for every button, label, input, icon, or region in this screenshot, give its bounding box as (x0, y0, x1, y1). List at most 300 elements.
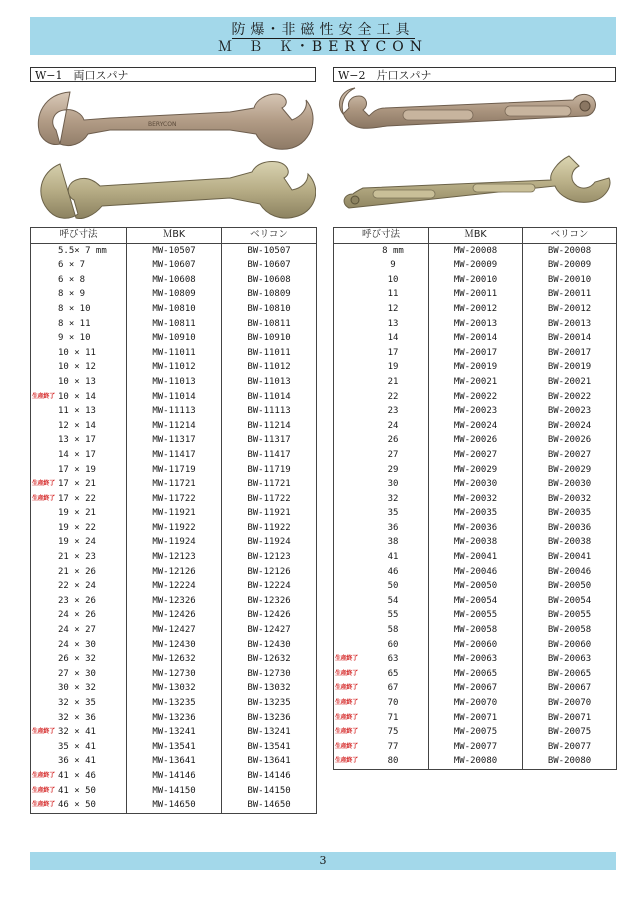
berycon-code: BW-11113 (222, 404, 317, 419)
size-cell (31, 346, 127, 361)
table-row (334, 360, 617, 375)
mbk-code: MW-11719 (127, 463, 222, 478)
mbk-code: MW-10910 (127, 331, 222, 346)
berycon-code: BW-20019 (523, 360, 617, 375)
table-row (334, 243, 617, 258)
size-value: 14 × 17 (58, 449, 96, 460)
size-cell (31, 667, 127, 682)
berycon-code: BW-14650 (222, 798, 317, 813)
table-row (334, 331, 617, 346)
berycon-code: BW-20050 (523, 579, 617, 594)
mbk-code: MW-20017 (429, 346, 523, 361)
berycon-code: BW-11013 (222, 375, 317, 390)
size-cell (31, 302, 127, 317)
footer-band (30, 852, 616, 870)
size-value: 30 × 32 (58, 683, 96, 694)
size-value: 8 × 11 (58, 318, 91, 329)
berycon-code: BW-11922 (222, 521, 317, 536)
size-value: 36 × 41 (58, 756, 96, 767)
mbk-code: MW-13236 (127, 711, 222, 726)
size-value: 27 (387, 449, 399, 460)
size-value: 17 (387, 347, 399, 358)
size-cell (334, 652, 429, 667)
w1-spec-table (30, 227, 317, 814)
spanner-4 (344, 156, 610, 208)
table-row (334, 492, 617, 507)
size-value: 75 (387, 727, 399, 738)
size-cell (31, 273, 127, 288)
berycon-code: BW-20017 (523, 346, 617, 361)
table-row (334, 594, 617, 609)
size-value: 50 (387, 581, 399, 592)
size-cell (334, 360, 429, 375)
table-row (31, 404, 317, 419)
table-row (31, 302, 317, 317)
mbk-code: MW-20063 (429, 652, 523, 667)
page-title: 防爆･非磁性安全工具 (231, 22, 415, 38)
discontinued-badge: 生産終了 (32, 801, 55, 809)
table-row (31, 360, 317, 375)
double-ended-spanner-photo (30, 86, 316, 226)
size-cell (31, 798, 127, 813)
table-row (31, 287, 317, 302)
mbk-code: MW-20026 (429, 433, 523, 448)
mbk-code: MW-11113 (127, 404, 222, 419)
berycon-code: BW-20013 (523, 317, 617, 332)
size-value: 19 × 24 (58, 537, 96, 548)
size-value: 12 × 14 (58, 420, 96, 431)
size-value: 6 × 8 (58, 274, 86, 285)
size-value: 14 (387, 333, 399, 344)
size-cell (31, 243, 127, 258)
mbk-code: MW-20030 (429, 477, 523, 492)
table-row (31, 463, 317, 478)
size-value: 21 × 26 (58, 566, 96, 577)
mbk-code: MW-20058 (429, 623, 523, 638)
size-value: 24 × 27 (58, 625, 96, 636)
table-row (334, 258, 617, 273)
size-cell (31, 390, 127, 405)
berycon-code: BW-20063 (523, 652, 617, 667)
berycon-code: BW-20035 (523, 506, 617, 521)
size-value: 12 (387, 303, 399, 314)
table-row (31, 740, 317, 755)
table-row (31, 492, 317, 507)
header-band (30, 17, 616, 55)
mbk-code: MW-20077 (429, 740, 523, 755)
discontinued-badge: 生産終了 (32, 728, 55, 736)
table-row (31, 565, 317, 580)
berycon-code: BW-13236 (222, 711, 317, 726)
mbk-code: MW-20008 (429, 243, 523, 258)
mbk-code: MW-10811 (127, 317, 222, 332)
size-value: 46 (387, 566, 399, 577)
size-cell (334, 667, 429, 682)
size-cell (31, 565, 127, 580)
size-value: 41 × 50 (58, 785, 96, 796)
size-cell (334, 302, 429, 317)
table-row (31, 375, 317, 390)
size-cell (334, 492, 429, 507)
size-value: 54 (387, 595, 399, 606)
mbk-code: MW-13032 (127, 681, 222, 696)
mbk-code: MW-20013 (429, 317, 523, 332)
mbk-code: MW-10507 (127, 243, 222, 258)
size-value: 41 (387, 552, 399, 563)
table-row (31, 696, 317, 711)
mbk-code: MW-12126 (127, 565, 222, 580)
table-row (31, 769, 317, 784)
mbk-code: MW-20029 (429, 463, 523, 478)
size-cell (31, 448, 127, 463)
single-ended-spanner-photo (333, 86, 616, 226)
size-value: 11 × 13 (58, 406, 96, 417)
size-value: 10 × 11 (58, 347, 96, 358)
table-row (31, 623, 317, 638)
mbk-code: MW-11013 (127, 375, 222, 390)
discontinued-badge: 生産終了 (32, 494, 55, 502)
berycon-code: BW-13032 (222, 681, 317, 696)
mbk-code: MW-20065 (429, 667, 523, 682)
size-value: 71 (387, 712, 399, 723)
size-cell (31, 784, 127, 799)
size-value: 30 (387, 479, 399, 490)
table-row (334, 521, 617, 536)
berycon-code: BW-11721 (222, 477, 317, 492)
berycon-code: BW-13241 (222, 725, 317, 740)
berycon-code: BW-20080 (523, 754, 617, 769)
size-value: 46 × 50 (58, 800, 96, 811)
table-row (334, 273, 617, 288)
berycon-code: BW-20008 (523, 243, 617, 258)
mbk-code: MW-11012 (127, 360, 222, 375)
berycon-code: BW-10607 (222, 258, 317, 273)
berycon-code: BW-20070 (523, 696, 617, 711)
mbk-code: MW-20014 (429, 331, 523, 346)
table-row (31, 535, 317, 550)
berycon-code: BW-14150 (222, 784, 317, 799)
size-cell (334, 375, 429, 390)
size-cell (334, 243, 429, 258)
discontinued-badge: 生産終了 (335, 684, 358, 692)
size-cell (334, 287, 429, 302)
size-cell (334, 579, 429, 594)
berycon-code: BW-10507 (222, 243, 317, 258)
size-cell (31, 463, 127, 478)
table-row (31, 317, 317, 332)
mbk-code: MW-14650 (127, 798, 222, 813)
mbk-code: MW-11922 (127, 521, 222, 536)
size-cell (334, 317, 429, 332)
size-cell (31, 696, 127, 711)
table-row (31, 681, 317, 696)
section-label-w1: W−1 両口スパナ (30, 67, 316, 82)
size-value: 17 × 21 (58, 479, 96, 490)
mbk-code: MW-13641 (127, 754, 222, 769)
size-value: 19 (387, 362, 399, 373)
size-cell (334, 477, 429, 492)
size-cell (31, 287, 127, 302)
mbk-code: MW-11921 (127, 506, 222, 521)
page-number: 3 (319, 854, 327, 867)
mbk-code: MW-12426 (127, 608, 222, 623)
mbk-code: MW-20010 (429, 273, 523, 288)
berycon-code: BW-11921 (222, 506, 317, 521)
size-value: 23 × 26 (58, 595, 96, 606)
table-row (334, 623, 617, 638)
mbk-code: MW-20011 (429, 287, 523, 302)
size-cell (31, 258, 127, 273)
mbk-code: MW-20012 (429, 302, 523, 317)
berycon-code: BW-10910 (222, 331, 317, 346)
column-header-size: 呼び寸法 (334, 228, 429, 244)
berycon-code: BW-20055 (523, 608, 617, 623)
table-row (31, 346, 317, 361)
table-row (31, 652, 317, 667)
size-value: 22 (387, 391, 399, 402)
table-row (31, 477, 317, 492)
discontinued-badge: 生産終了 (32, 392, 55, 400)
berycon-code: BW-10809 (222, 287, 317, 302)
mbk-code: MW-20021 (429, 375, 523, 390)
size-value: 6 × 7 (58, 260, 86, 271)
size-cell (334, 623, 429, 638)
berycon-code: BW-20041 (523, 550, 617, 565)
table-row (334, 375, 617, 390)
size-value: 32 × 41 (58, 727, 96, 738)
berycon-code: BW-12632 (222, 652, 317, 667)
mbk-code: MW-20023 (429, 404, 523, 419)
size-value: 8 × 10 (58, 303, 91, 314)
berycon-code: BW-11417 (222, 448, 317, 463)
berycon-code: BW-12326 (222, 594, 317, 609)
size-cell (31, 638, 127, 653)
size-value: 26 × 32 (58, 654, 96, 665)
size-value: 24 × 26 (58, 610, 96, 621)
size-cell (334, 565, 429, 580)
size-cell (31, 652, 127, 667)
berycon-code: BW-20026 (523, 433, 617, 448)
mbk-code: MW-13541 (127, 740, 222, 755)
discontinued-badge: 生産終了 (335, 757, 358, 765)
size-cell (31, 419, 127, 434)
size-cell (334, 535, 429, 550)
berycon-code: BW-10811 (222, 317, 317, 332)
size-cell (334, 331, 429, 346)
column-header-berycon: ベリコン (523, 228, 617, 244)
size-cell (31, 492, 127, 507)
table-row (31, 638, 317, 653)
size-cell (31, 740, 127, 755)
berycon-code: BW-12123 (222, 550, 317, 565)
mbk-code: MW-20054 (429, 594, 523, 609)
berycon-code: BW-20014 (523, 331, 617, 346)
table-row (334, 696, 617, 711)
page-subtitle: Ｍ Ｂ Ｋ･BERYCON (218, 39, 428, 55)
table-row (334, 463, 617, 478)
column-header-mbk: ＭBK (127, 228, 222, 244)
table-row (31, 579, 317, 594)
table-row (31, 754, 317, 769)
mbk-code: MW-20038 (429, 535, 523, 550)
mbk-code: MW-11317 (127, 433, 222, 448)
size-value: 32 × 36 (58, 712, 96, 723)
berycon-code: BW-20022 (523, 390, 617, 405)
mbk-code: MW-12326 (127, 594, 222, 609)
size-cell (334, 448, 429, 463)
table-row (31, 448, 317, 463)
size-value: 19 × 22 (58, 522, 96, 533)
mbk-code: MW-20071 (429, 711, 523, 726)
table-row (334, 638, 617, 653)
mbk-code: MW-10810 (127, 302, 222, 317)
mbk-code: MW-20041 (429, 550, 523, 565)
engraving-text: BERYCON (148, 121, 177, 128)
size-cell (31, 521, 127, 536)
mbk-code: MW-11722 (127, 492, 222, 507)
size-cell (334, 696, 429, 711)
table-row (334, 506, 617, 521)
size-cell (334, 594, 429, 609)
berycon-code: BW-11011 (222, 346, 317, 361)
table-row (31, 331, 317, 346)
size-cell (31, 477, 127, 492)
size-cell (31, 535, 127, 550)
spanner-2 (41, 161, 316, 218)
berycon-code: BW-13541 (222, 740, 317, 755)
size-cell (334, 258, 429, 273)
table-row (31, 390, 317, 405)
mbk-code: MW-11214 (127, 419, 222, 434)
table-row (334, 404, 617, 419)
berycon-code: BW-20011 (523, 287, 617, 302)
size-cell (334, 390, 429, 405)
size-value: 65 (387, 668, 399, 679)
mbk-code: MW-11924 (127, 535, 222, 550)
discontinued-badge: 生産終了 (335, 669, 358, 677)
column-header-size: 呼び寸法 (31, 228, 127, 244)
table-row (334, 740, 617, 755)
size-cell (334, 550, 429, 565)
table-row (334, 448, 617, 463)
table-row (31, 667, 317, 682)
size-value: 70 (387, 698, 399, 708)
table-row (334, 608, 617, 623)
size-cell (334, 273, 429, 288)
berycon-code: BW-20060 (523, 638, 617, 653)
table-row (334, 565, 617, 580)
size-value: 63 (387, 654, 399, 665)
berycon-code: BW-11722 (222, 492, 317, 507)
size-value: 17 × 22 (58, 493, 96, 504)
mbk-code: MW-14146 (127, 769, 222, 784)
table-row (31, 798, 317, 813)
berycon-code: BW-12427 (222, 623, 317, 638)
table-row (334, 550, 617, 565)
mbk-code: MW-20050 (429, 579, 523, 594)
w2-spec-table (333, 227, 617, 770)
size-cell (31, 360, 127, 375)
berycon-code: BW-12426 (222, 608, 317, 623)
mbk-code: MW-13241 (127, 725, 222, 740)
size-cell (334, 711, 429, 726)
mbk-code: MW-20024 (429, 419, 523, 434)
size-cell (31, 433, 127, 448)
table-row (334, 287, 617, 302)
table-row (334, 652, 617, 667)
size-value: 13 (387, 318, 399, 329)
size-cell (334, 433, 429, 448)
size-cell (334, 463, 429, 478)
berycon-code: BW-11014 (222, 390, 317, 405)
berycon-code: BW-13641 (222, 754, 317, 769)
size-value: 8 mm (382, 245, 404, 256)
size-cell (31, 404, 127, 419)
size-cell (31, 681, 127, 696)
mbk-code: MW-20080 (429, 754, 523, 769)
mbk-code: MW-20067 (429, 681, 523, 696)
table-row (31, 550, 317, 565)
table-row (31, 725, 317, 740)
mbk-code: MW-20027 (429, 448, 523, 463)
discontinued-badge: 生産終了 (335, 699, 358, 706)
size-value: 23 (387, 406, 399, 417)
discontinued-badge: 生産終了 (335, 713, 358, 721)
berycon-code: BW-20046 (523, 565, 617, 580)
berycon-code: BW-20038 (523, 535, 617, 550)
table-row (31, 784, 317, 799)
size-cell (31, 711, 127, 726)
size-value: 24 × 30 (58, 639, 96, 650)
size-value: 13 × 17 (58, 435, 96, 446)
berycon-code: BW-20012 (523, 302, 617, 317)
size-cell (31, 594, 127, 609)
column-header-berycon: ベリコン (222, 228, 317, 244)
table-row (31, 243, 317, 258)
table-row (334, 419, 617, 434)
size-value: 27 × 30 (58, 668, 96, 679)
berycon-code: BW-11214 (222, 419, 317, 434)
discontinued-badge: 生産終了 (335, 728, 358, 736)
berycon-code: BW-20075 (523, 725, 617, 740)
berycon-code: BW-20058 (523, 623, 617, 638)
size-cell (31, 550, 127, 565)
size-cell (334, 754, 429, 769)
mbk-code: MW-11014 (127, 390, 222, 405)
size-value: 21 × 23 (58, 552, 96, 563)
size-cell (31, 579, 127, 594)
mbk-code: MW-12430 (127, 638, 222, 653)
berycon-code: BW-20054 (523, 594, 617, 609)
discontinued-badge: 生産終了 (32, 771, 55, 779)
table-row (334, 535, 617, 550)
size-cell (31, 769, 127, 784)
berycon-code: BW-20067 (523, 681, 617, 696)
table-row (31, 258, 317, 273)
mbk-code: MW-11417 (127, 448, 222, 463)
table-header-row (334, 228, 617, 244)
berycon-code: BW-12730 (222, 667, 317, 682)
berycon-code: BW-20030 (523, 477, 617, 492)
table-row (31, 433, 317, 448)
mbk-code: MW-20036 (429, 521, 523, 536)
size-value: 32 × 35 (58, 698, 96, 708)
berycon-code: BW-12126 (222, 565, 317, 580)
berycon-code: BW-20027 (523, 448, 617, 463)
table-header-row (31, 228, 317, 244)
size-value: 9 × 10 (58, 333, 91, 344)
column-header-mbk: ＭBK (429, 228, 523, 244)
